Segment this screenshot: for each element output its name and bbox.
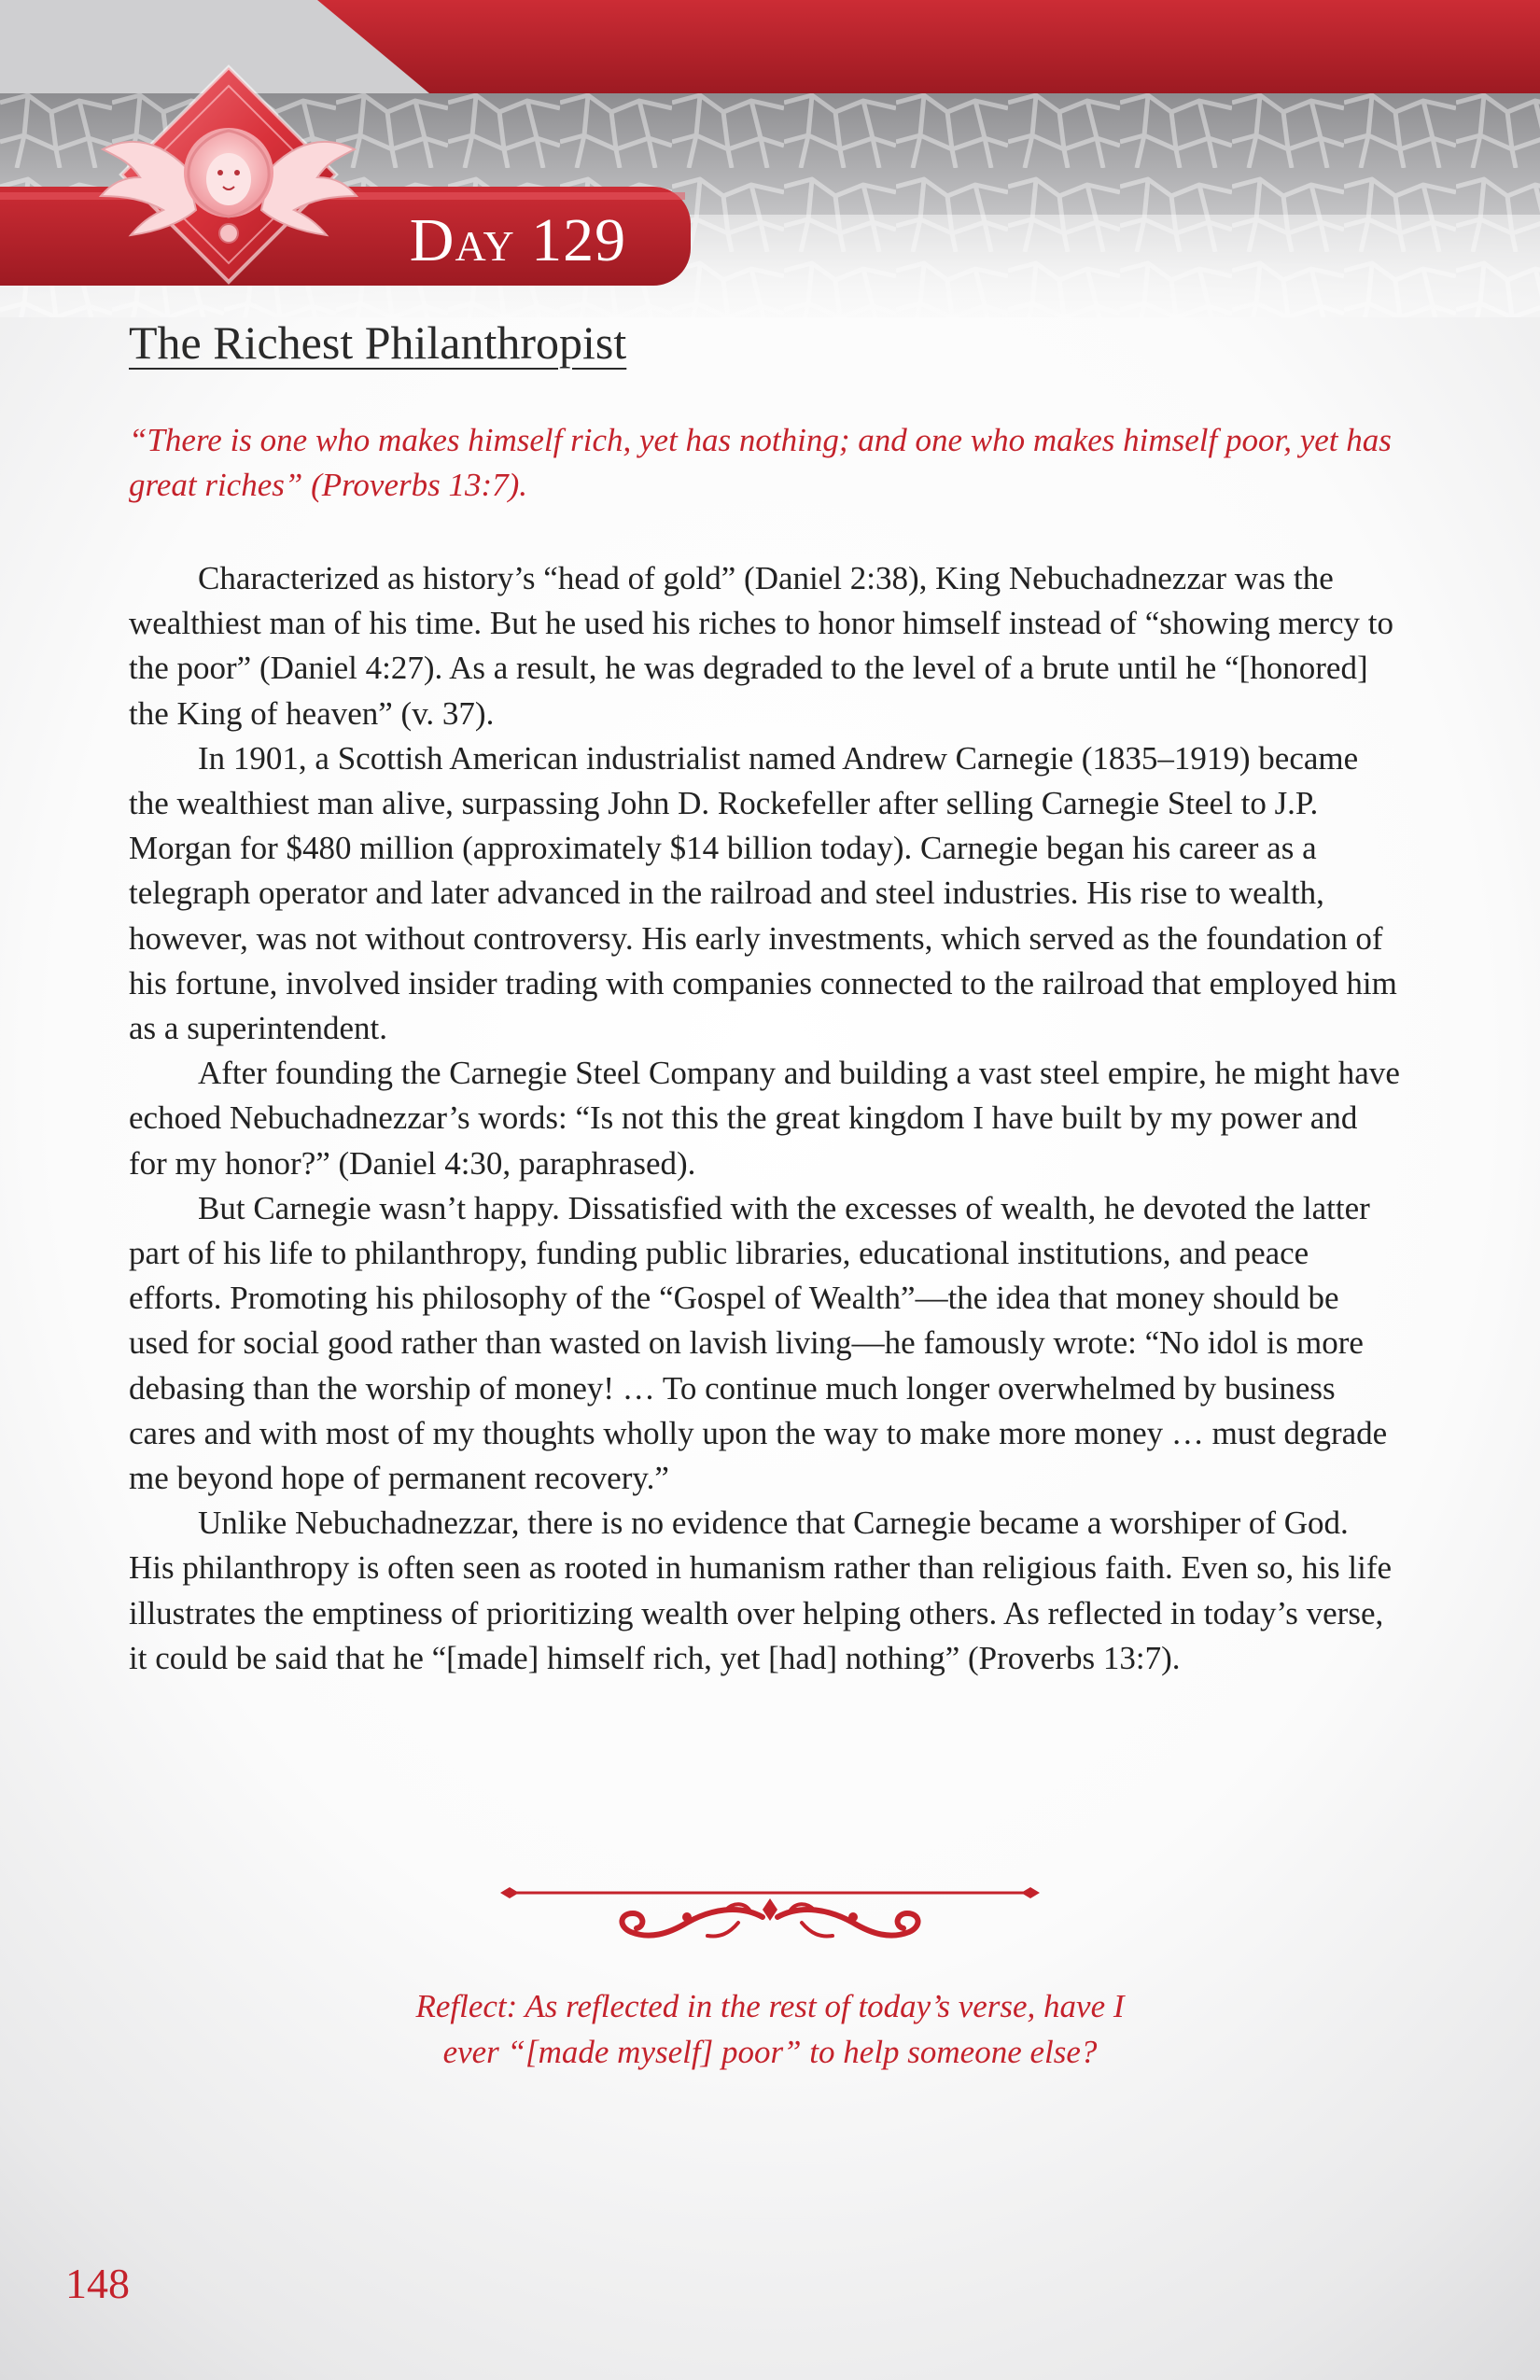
reflect-line: ever “[made myself] poor” to help someone else?	[442, 2034, 1098, 2070]
header-banner	[0, 0, 1540, 317]
body-paragraph: After founding the Carnegie Steel Company and building a vast steel empire, he might have echoed Nebuchadnezzar’s words: “Is not this the great kingdom I have built by my power and for my honor?” (Daniel 4:30, paraphrased).	[129, 1055, 1400, 1182]
body-paragraph: Characterized as history’s “head of gold” (Daniel 2:38), King Nebuchadnezzar was the wealthiest man of his time. But he used his riches to honor himself instead of “showing mercy to the poor” (Daniel 4:27). As a result, he was degraded to the level of a brute until he “[honored] the King of heaven” (v. 37).	[129, 560, 1394, 732]
day-label: Day 129	[409, 206, 627, 274]
body-paragraph: Unlike Nebuchadnezzar, there is no evidence that Carnegie became a worshiper of God. His philanthropy is often seen as rooted in humanism rather than religious faith. Even so, his life illustrates the emptiness of prioritizing wealth over helping others. As reflected in today’s verse, it could be said that he “[made] himself rich, yet [had] nothing” (Proverbs 13:7).	[129, 1505, 1393, 1676]
scroll-divider-ornament	[500, 1876, 1040, 1960]
body-paragraph: In 1901, a Scottish American industrialist named Andrew Carnegie (1835–1919) became the wealthiest man alive, surpassing John D. Rockefeller after selling Carnegie Steel to J.P. Morgan for $480 million (approximately $14 billion today). Carnegie began his career as a telegraph operator and later advanced in the railroad and steel industries. His rise to wealth, however, was not without controversy. His early investments, which served as the foundation of his fortune, involved insider trading with companies connected to the railroad that employed him as a superintendent.	[129, 739, 1397, 1047]
body-paragraph: But Carnegie wasn’t happy. Dissatisfied with the excesses of wealth, he devoted the latter part of his life to philanthropy, funding public libraries, educational institutions, and peace efforts. Promoting his philosophy of the “Gospel of Wealth”—the idea that money should be used for social good rather than wasted on lavish living—he famously wrote: “No idol is more debasing than the worship of money! … To continue much longer overwhelmed by business cares and with most of my thoughts wholly upon the way to make more money … must degrade me beyond hope of permanent recovery.”	[129, 1189, 1388, 1497]
body-text	[129, 556, 1400, 1681]
epigraph-verse: “There is one who makes himself rich, yet has nothing; and one who makes himself poor, yet has great riches” (Proverbs 13:7).	[129, 422, 1392, 503]
reflect-line: Reflect: As reflected in the rest of today’s verse, have I	[415, 1988, 1125, 2024]
reflect-prompt	[303, 1983, 1237, 2075]
page-number: 148	[65, 2260, 130, 2307]
page-title: The Richest Philanthropist	[129, 316, 627, 369]
